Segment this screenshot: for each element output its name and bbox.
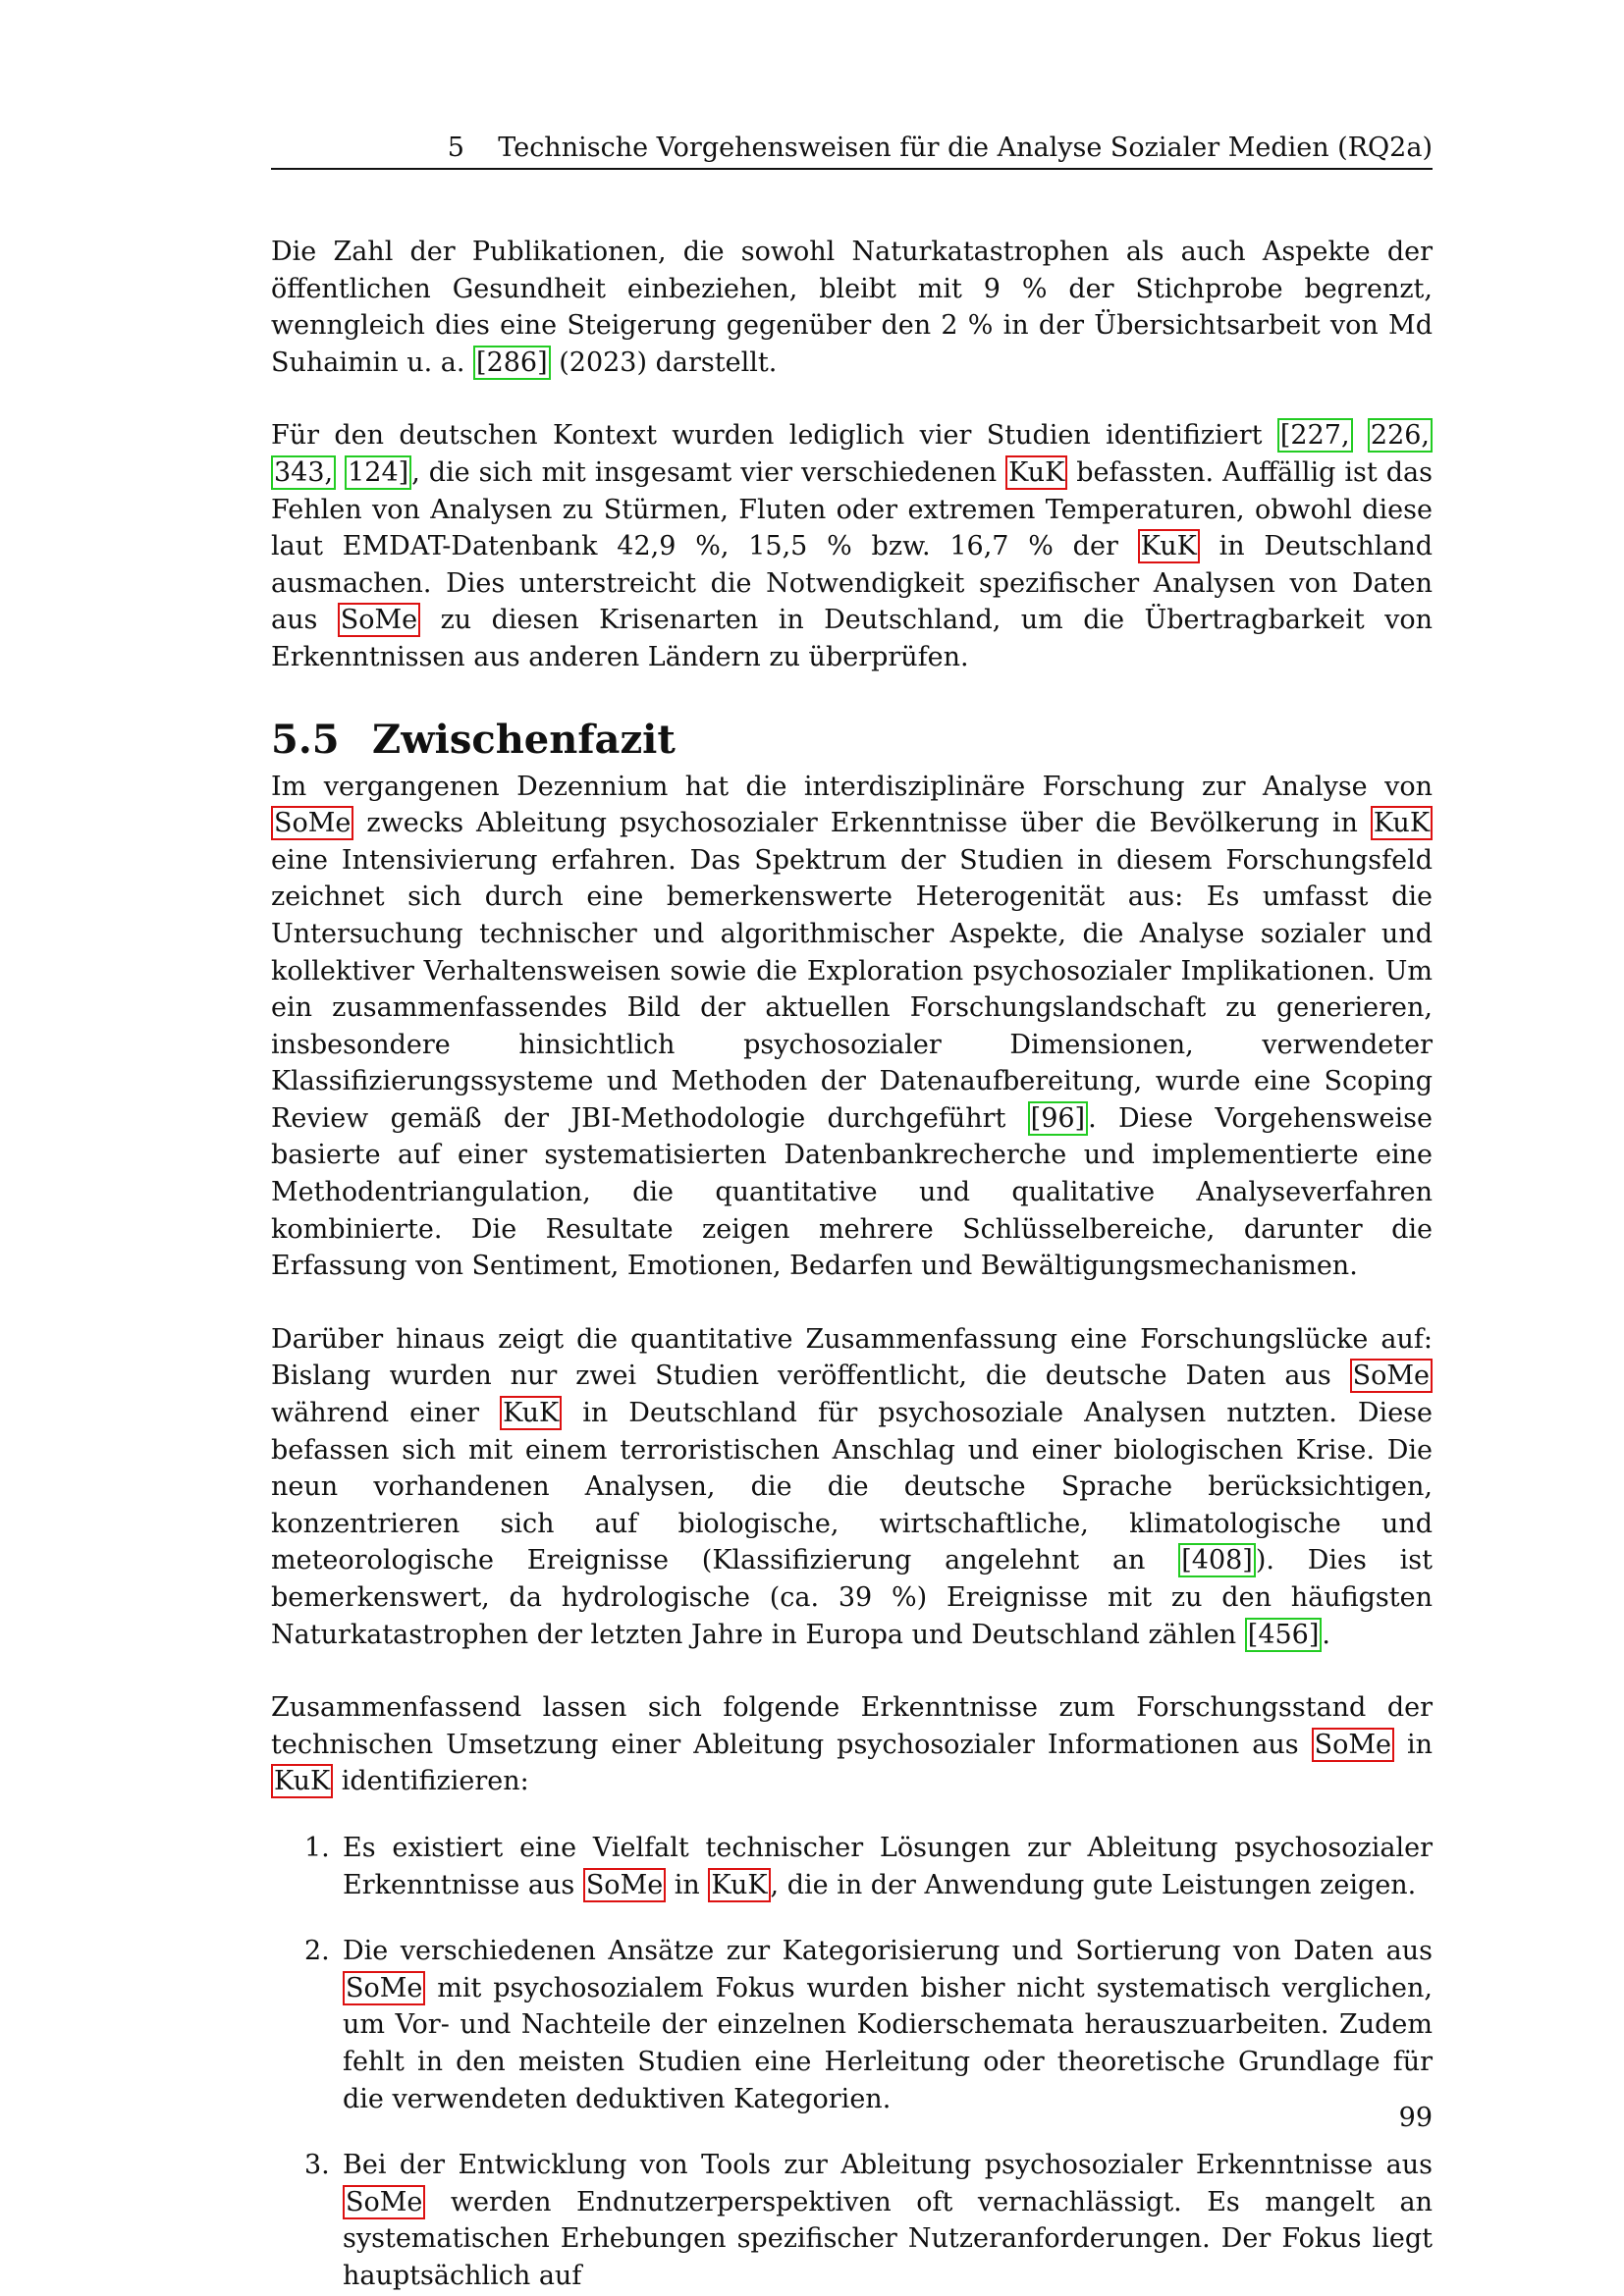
list-item-number: 2.: [304, 1936, 330, 1967]
text-run: (2023) darstellt.: [550, 347, 778, 378]
acronym-link-kuk[interactable]: KuK: [1138, 529, 1200, 563]
text-run: in Deutschland ausmachen. Dies unterstreicht die Notwendigkeit spezifischer Analysen von Daten aus: [271, 531, 1434, 636]
page-number: 99: [1398, 2103, 1433, 2133]
text-run: in Deutschland für psychosoziale Analysen nutzten. Diese befassen sich mit einem terroristischen Anschlag und einer biologischen Krise. Die neun vorhandenen Analysen, die die deutsche Sprache berücksichtigen, konzentrieren sich auf biologische, wirtschaftliche, klimatologische und meteorologische Ereignisse (Klassifizierung angelehnt an: [271, 1398, 1434, 1576]
text-run: Darüber hinaus zeigt die quantitative Zusammenfassung eine Forschungslücke auf: Bislang wurden nur zwei Studien veröffentlicht, die deutsche Daten aus: [271, 1323, 1433, 1392]
text-run: eine Intensivierung erfahren. Das Spektrum der Studien in diesem Forschungsfeld zeichnet sich durch eine bemerkenswerte Heterogenität aus: Es umfasst die Untersuchung technischer und algorithmischer Aspekte, die Analyse sozialer und kollektiver Verhaltensweisen sowie die Exploration psychosozialer Implikationen. Um ein zusammenfassendes Bild der aktuellen Forschungslandschaft zu generieren, insbesondere hinsichtlich psychosozialer Dimensionen, verwendeter Klassifizierungssysteme und Methoden der Datenaufbereitung, wurde eine Scoping Review gemäß der JBI-Methodologie durchgeführt: [271, 844, 1433, 1134]
acronym-link-some[interactable]: SoMe: [271, 806, 353, 840]
text-run: Die verschiedenen Ansätze zur Kategorisierung und Sortierung von Daten aus: [343, 1936, 1433, 1967]
text-run: Die Zahl der Publikationen, die sowohl Naturkatastrophen als auch Aspekte der öffentlichen Gesundheit einbeziehen, bleibt mit 9 % der Stichprobe begrenzt, wenngleich dies eine Steigerung gegenüber den 2 % in der Übersichtsarbeit von Md Suhaimin u. a.: [271, 237, 1433, 378]
text-run: Im vergangenen Dezennium hat die interdisziplinäre Forschung zur Analyse von: [271, 771, 1433, 802]
text-run: mit psychosozialem Fokus wurden bisher nicht systematisch verglichen, um Vor- und Nachteile der einzelnen Kodierschemata herauszuarbeiten. Zudem fehlt in den meisten Studien eine Herleitung oder theoretische Grundlage für die verwendeten deduktiven Kategorien.: [343, 1972, 1433, 2114]
acronym-link-some[interactable]: SoMe: [1312, 1728, 1394, 1762]
acronym-link-some[interactable]: SoMe: [1350, 1359, 1433, 1393]
text-run: während einer: [271, 1398, 501, 1429]
text-run: Bei der Entwicklung von Tools zur Ableitung psychosozialer Erkenntnisse aus: [343, 2150, 1433, 2181]
list-item-number: 3.: [304, 2150, 330, 2181]
findings-list: [271, 1830, 1433, 2295]
body-text: [271, 234, 1433, 2295]
citation-link[interactable]: [227,: [1277, 418, 1353, 453]
text-run: ). Dies ist bemerkenswert, da hydrologische (ca. 39 %) Ereignisse mit zu den häufigsten Naturkatastrophen der letzten Jahre in Europa und Deutschland zählen: [271, 1545, 1433, 1650]
list-item: [271, 1933, 1433, 2117]
citation-link[interactable]: 124]: [345, 455, 411, 490]
acronym-link-kuk[interactable]: KuK: [271, 1764, 333, 1798]
running-header: [271, 131, 1433, 166]
text-run: Zusammenfassend lassen sich folgende Erkenntnisse zum Forschungsstand der technischen Umsetzung einer Ableitung psychosozialer Informationen aus: [271, 1692, 1433, 1760]
citation-link[interactable]: [96]: [1028, 1101, 1088, 1136]
text-run: identifizieren:: [333, 1766, 529, 1797]
text-run: Für den deutschen Kontext wurden lediglich vier Studien identifiziert: [271, 420, 1277, 452]
paragraph-conclusion-intro: [271, 1689, 1433, 1800]
acronym-link-kuk[interactable]: KuK: [708, 1868, 770, 1902]
paragraph-public-health: [271, 234, 1433, 381]
text-run: werden Endnutzerperspektiven oft vernachlässigt. Es mangelt an systematischen Erhebungen spezifischer Nutzeranforderungen. Der Fokus liegt hauptsächlich auf: [343, 2186, 1433, 2291]
citation-link[interactable]: 343,: [271, 455, 336, 490]
chapter-number: 5: [447, 133, 464, 163]
header-rule: [271, 168, 1433, 170]
text-run: in: [666, 1869, 709, 1900]
citation-link[interactable]: [286]: [473, 346, 551, 380]
acronym-link-kuk[interactable]: KuK: [1005, 455, 1067, 490]
citation-link[interactable]: [456]: [1245, 1618, 1323, 1652]
section-heading: [271, 716, 1433, 765]
section-title: Zwischenfazit: [372, 716, 676, 763]
acronym-link-some[interactable]: SoMe: [583, 1868, 666, 1902]
acronym-link-some[interactable]: SoMe: [338, 603, 420, 637]
citation-link[interactable]: [408]: [1178, 1543, 1256, 1577]
text-run: . Diese Vorgehensweise basierte auf einer systematisierten Datenbankrecherche und implementierte eine Methodentriangulation, die quantitative und qualitative Analyseverfahren kombinierte. Die Resultate zeigen mehrere Schlüsselbereiche, darunter die Erfassung von Sentiment, Emotionen, Bedarfen und Bewältigungsmechanismen.: [271, 1102, 1433, 1282]
list-item: [271, 1830, 1433, 1903]
text-run: in: [1394, 1729, 1434, 1760]
list-item: [271, 2147, 1433, 2294]
chapter-title: Technische Vorgehensweisen für die Analyse Sozialer Medien (RQ2a): [498, 133, 1433, 163]
paragraph-research-gap: [271, 1321, 1433, 1653]
paragraph-german-context: [271, 417, 1433, 675]
text-run: zwecks Ableitung psychosozialer Erkenntnisse über die Bevölkerung in: [353, 808, 1371, 839]
acronym-link-kuk[interactable]: KuK: [1371, 806, 1433, 840]
list-item-number: 1.: [304, 1832, 330, 1863]
text-run: Es existiert eine Vielfalt technischer Lösungen zur Ableitung psychosozialer Erkenntnisse aus: [343, 1832, 1433, 1900]
text-run: , die sich mit insgesamt vier verschiedenen: [411, 456, 1006, 488]
text-run: .: [1322, 1619, 1330, 1650]
acronym-link-kuk[interactable]: KuK: [500, 1396, 562, 1430]
text-run: befassten. Auffällig ist das Fehlen von Analysen zu Stürmen, Fluten oder extremen Temperaturen, obwohl diese laut EMDAT-Datenbank 42,9 %, 15,5 % bzw. 16,7 % der: [271, 456, 1433, 562]
text-run: zu diesen Krisenarten in Deutschland, um die Übertragbarkeit von Erkenntnissen aus anderen Ländern zu überprüfen.: [271, 605, 1433, 672]
paragraph-interim-summary: [271, 769, 1433, 1285]
acronym-link-some[interactable]: SoMe: [343, 1971, 425, 2005]
text-run: , die in der Anwendung gute Leistungen zeigen.: [770, 1869, 1417, 1900]
acronym-link-some[interactable]: SoMe: [343, 2185, 425, 2219]
citation-link[interactable]: 226,: [1368, 418, 1433, 453]
section-number: 5.5: [271, 716, 340, 763]
